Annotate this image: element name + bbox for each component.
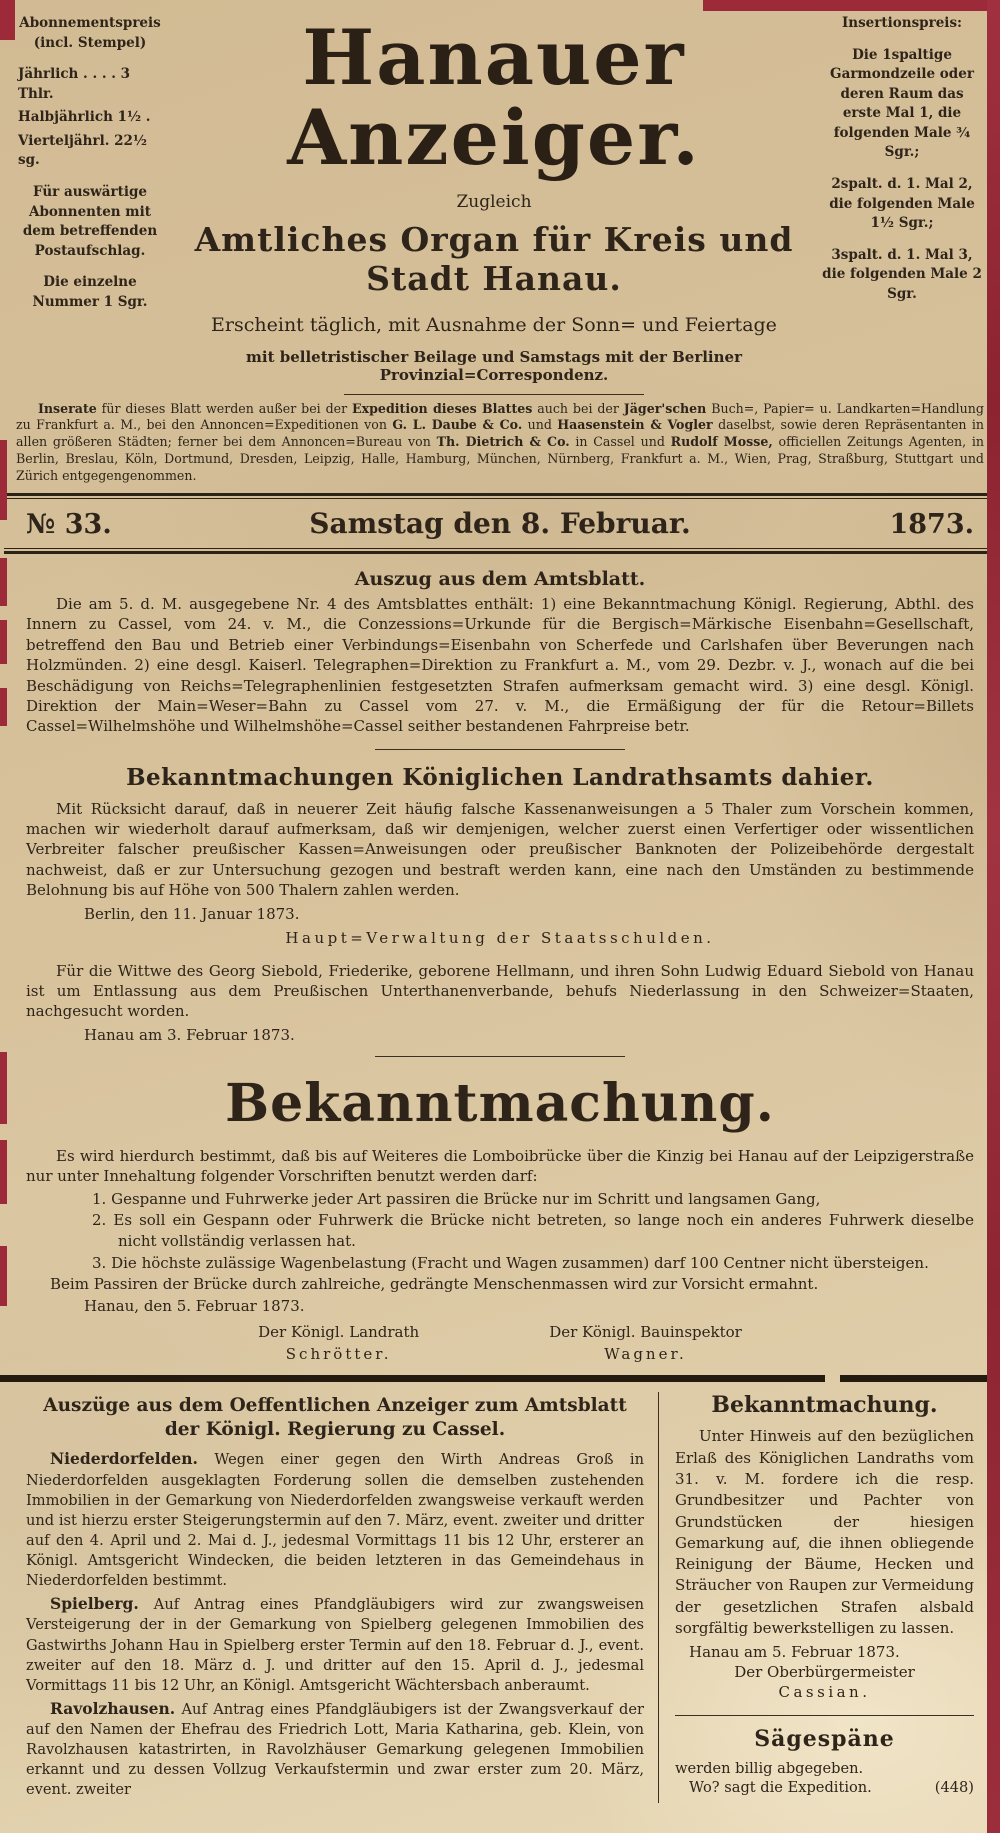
price-yearly: Jährlich . . . . 3 Thlr. [18, 66, 131, 102]
insertion-price-box [822, 14, 982, 395]
signature-title: Der Oberbürgermeister [734, 1663, 915, 1682]
column-heading [26, 1394, 644, 1442]
ad-text-line: werden billig abgegeben. [675, 1760, 864, 1778]
rules-list [92, 1189, 974, 1274]
masthead-center [166, 14, 822, 395]
supplement-note: mit belletristischer Beilage und Samstags mit der Berliner Provinzial=Correspondenz. [246, 347, 742, 384]
issue-date: Samstag den 8. Februar. [309, 506, 691, 540]
list-item-text: Es soll ein Gespann oder Fuhrwerk die Brücke nicht betreten, so lange noch ein anderes Fuhrwerk dieselbe nicht vollständig verlassen hat. [113, 1211, 974, 1250]
place-date-line: Hanau am 3. Februar 1873. [84, 1025, 295, 1044]
red-edge-dash [0, 620, 7, 664]
red-edge-dash [0, 1140, 7, 1204]
signature-title: Der Königl. Bauinspektor [549, 1323, 742, 1342]
lower-columns [0, 1382, 1000, 1832]
section-divider [375, 1056, 625, 1057]
inserate-text: für dieses Blatt werden außer bei der [96, 400, 353, 416]
list-item-number: 3. [92, 1253, 107, 1272]
list-item-text: Gespanne und Fuhrwerke jeder Art passiren die Brücke nur im Schritt und langsamen Gang, [111, 1189, 821, 1208]
section-paragraph: Die am 5. d. M. ausgegebene Nr. 4 des Amtsblattes enthält: 1) eine Bekanntmachung Königl. Regierung, Abthl. des Innern zu Cassel, vom 24. v. M., die Conzessions=Urkunde für die Bergisch=Märkische Eisenbahn=Gesellschaft, betreffend den Bau und Betrieb einer Verbindungs=Eisenbahn von Scherfede und Carlshafen über Beverungen nach Holzmünden. 2) eine desgl. Kaiserl. Telegraphen=Direktion zu Frankfurt a. M., vom 29. Dezbr. v. J., wonach auf die bei Beschädigung von Reichs=Telegraphenlinien festgesetzten Strafen aufmerksam gemacht wird. 3) eine desgl. Königl. Direktion der Main=Weser=Bahn zu Cassel vom 27. v. M., die Ermäßigung der für die Retour=Billets Cassel=Wilhelmshöhe und Wilhelmshöhe=Cassel seither bestandenen Fahrpreise betr. [26, 594, 974, 736]
list-item-text: Die höchste zulässige Wagenbelastung (Fracht und Wagen zusammen) darf 100 Centner nicht übersteigen. [111, 1253, 929, 1272]
inserate-bold: Th. Dietrich & Co. [436, 434, 570, 450]
inserate-bold: Haasenstein & Vogler [557, 417, 713, 433]
page-body [0, 554, 1000, 1363]
insertion-rate-3col: 3spalt. d. 1. Mal 3, die folgenden Male 2 Sgr. [822, 246, 982, 302]
masthead [0, 0, 1000, 395]
list-item-number: 1. [92, 1189, 107, 1208]
signature-left [258, 1323, 419, 1363]
list-item [92, 1210, 974, 1251]
price-quarterly: Vierteljährl. 22½ sg. [18, 132, 147, 169]
inserate-text: in Cassel und [569, 434, 671, 450]
red-edge-mark-top [703, 0, 987, 11]
signatures [26, 1323, 974, 1363]
insertion-rate-2col: 2spalt. d. 1. Mal 2, die folgenden Male 1½ Sgr.; [829, 175, 975, 232]
inserate-text: auch bei der [532, 400, 624, 416]
issue-year: 1873. [889, 508, 974, 540]
paragraph-text: Auf Antrag eines Pfandgläubigers ist der Zwangsverkauf der auf den Namen der Ehefrau des Friedrich Lott, Maria Katharina, geb. Klein, von Ravolzhausen katastrirten, in Ravolzhäuser Gemarkung gelegenen Immobilien erkannt und zu dessen Vollzug Verkaufstermin und zwar erster zum 20. März, event. zweiter [26, 1700, 644, 1799]
subscription-sub: (incl. Stempel) [33, 34, 147, 51]
list-item [92, 1189, 974, 1210]
announcement-heading: Bekanntmachung. [711, 1392, 938, 1419]
insertion-heading: Insertionspreis: [841, 15, 963, 31]
section-paragraph: Es wird hierdurch bestimmt, daß bis auf Weiteres die Lomboibrücke über die Kinzig bei Hanau auf der Leipzigerstraße nur unter Innehaltung folgender Vorschriften benutzt werden darf: [26, 1146, 974, 1186]
section-bruecke [26, 1073, 974, 1364]
column-paragraph [26, 1593, 644, 1696]
ad-divider [675, 1715, 974, 1716]
insertion-rate-1col: Die 1spaltige Garmondzeile oder deren Raum das erste Mal 1, die folgenden Male ¾ Sgr.; [830, 46, 974, 161]
publication-schedule: Erscheint täglich, mit Ausnahme der Sonn= und Feiertage [211, 313, 777, 336]
subscription-heading: Abonnementspreis [19, 15, 161, 31]
section-heading: Auszug aus dem Amtsblatt. [354, 567, 646, 590]
inserate-bold: Jäger'schen [623, 400, 707, 416]
inserate-text: und [522, 417, 558, 433]
red-edge-dash [0, 1052, 7, 1124]
paragraph-lead: Spielberg. [50, 1594, 139, 1614]
subscription-price-box [14, 14, 166, 395]
red-corner-mark-top-left [0, 0, 15, 40]
section-divider [375, 749, 625, 750]
caution-note: Beim Passiren der Brücke durch zahlreiche, gedrängte Menschenmassen wird zur Vorsicht ermahnt. [50, 1275, 819, 1294]
signature-title: Der Königl. Landrath [258, 1323, 420, 1342]
red-edge-dash [0, 558, 7, 606]
column-heading-line1: Auszüge aus dem Oeffentlichen Anzeiger zum Amtsblatt [43, 1395, 627, 1417]
inserate-notice [0, 395, 1000, 493]
section-heading: Bekanntmachungen Königlichen Landrathsamts dahier. [126, 763, 874, 791]
section-paragraph: Mit Rücksicht darauf, daß in neuerer Zeit häufig falsche Kassenanweisungen a 5 Thaler zum Vorschein kommen, machen wir wiederholt darauf aufmerksam, daß wir demjenigen, welcher zuerst einen Verfertiger oder wissentlichen Verbreiter falscher preußischer Kassen=Anweisungen oder preußischer Banknoten der Polizeibehörde dergestalt nachweist, daß er zur Untersuchung gezogen und bestraft werden kann, eine nach den Umständen zu bestimmende Belohnung bis auf Höhe von 500 Thalern zahlen werden. [26, 799, 974, 900]
inserate-bold: Rudolf Mosse, [670, 434, 773, 450]
big-headline: Bekanntmachung. [225, 1072, 775, 1134]
column-right [659, 1392, 974, 1802]
column-heading-line2: der Königl. Regierung zu Cassel. [164, 1419, 506, 1441]
subtitle-zugleich: Zugleich [456, 191, 532, 212]
red-edge-dash [0, 688, 7, 726]
section-paragraph: Für die Wittwe des Georg Siebold, Friederike, geborene Hellmann, und ihren Sohn Ludwig Eduard Siebold von Hanau ist um Entlassung aus dem Preußischen Unterthanenverbande, behufs Niederlassung in den Schweizer=Staaten, nachgesucht worden. [26, 961, 974, 1021]
signature-name: Cassian. [778, 1683, 871, 1702]
paragraph-text: Wegen einer gegen den Wirth Andreas Groß in Niederdorfelden ausgeklagten Forderung sollen die demselben zustehenden Immobilien in der Gemarkung von Niederdorfelden zwangsweise verkauft werden und ist hierzu erster Steigerungstermin auf den 7. März, event. zweiter und dritter auf den 4. April und 2. Mai d. J., jedesmal Vormittags 11 bis 12 Uhr, ersterer an Königl. Amtsgericht Windecken, die beiden letzteren in das Gemeindehaus in Niederdorfelden bestimmt. [26, 1451, 644, 1590]
section-amtsblatt [26, 568, 974, 737]
inserate-bold: Expedition dieses Blattes [352, 400, 533, 416]
red-edge-mark-right [987, 0, 1000, 1833]
paragraph-text: Auf Antrag eines Pfandgläubigers wird zur zwangsweisen Versteigerung der in der Gemarkung von Spielberg gelegenen Immobilien des Gastwirths Johann Hau in Spielberg erster Termin auf den 18. Februar d. J., event. zweiter auf den 18. März d. J. und dritter auf den 15. April d. J., jedesmal Vormittags 11 bis 12 Uhr, an Königl. Amtsgericht Wächtersbach anberaumt. [26, 1596, 644, 1694]
inserate-text: Buch=, Papier= u. Landkarten=Handlung zu Frankfurt a. M., bei den Annoncen=Expeditionen von [16, 400, 984, 433]
place-date-line: Hanau, den 5. Februar 1873. [84, 1297, 305, 1316]
newspaper-title: Hanauer Anzeiger. [287, 13, 701, 182]
ad-text-line: Wo? sagt die Expedition. [689, 1779, 872, 1797]
subscription-note-foreign: Für auswärtige Abonnenten mit dem betreffenden Postaufschlag. [22, 183, 158, 259]
paragraph-lead: Niederdorfelden. [50, 1449, 198, 1469]
subtitle-organ: Amtliches Organ für Kreis und Stadt Hanau. [194, 219, 794, 298]
place-date-line: Hanau am 5. Februar 1873. [689, 1643, 900, 1662]
column-paragraph [26, 1698, 644, 1801]
red-edge-dash [0, 440, 7, 520]
inserate-lead: Inserate [38, 400, 97, 416]
signature-name: Wagner. [604, 1345, 687, 1364]
dateline [0, 499, 1000, 546]
masthead-rule [344, 394, 644, 395]
signature-name: Schrötter. [285, 1345, 392, 1364]
column-paragraph [26, 1448, 644, 1591]
inserate-bold: G. L. Daube & Co. [392, 417, 523, 433]
issue-number: № 33. [26, 508, 112, 540]
column-left [26, 1392, 658, 1802]
list-item-number: 2. [92, 1211, 107, 1230]
ad-reference-number: (448) [934, 1779, 974, 1797]
inserate-text: officiellen Zeitungs Agenten, in Berlin, Breslau, Köln, Dortmund, Dresden, Leipzig, Halle, Hamburg, München, Nürnberg, Frankfurt a. M., Wien, Prag, Straßburg, Stuttgart und Zürich entgegengenommen. [16, 434, 984, 484]
section-landrathsamt [26, 764, 974, 947]
red-edge-dash [0, 1246, 7, 1306]
ad-last-line [675, 1779, 974, 1796]
announcement-body: Unter Hinweis auf den bezüglichen Erlaß des Königlichen Landraths vom 31. v. M. fordere ich die resp. Grundbesitzer und Pachter von Grundstücken der hiesigen Gemarkung auf, die ihnen obliegende Reinigung der Bäume, Hecken und Sträucher von Raupen zur Vermeidung der gesetzlichen Strafen alsbald sorgfältig bewerkstelligen zu lassen. [675, 1427, 974, 1638]
section-siebold [26, 961, 974, 1044]
inserate-text: daselbst, sowie deren Repräsentanten in allen größeren Städten; ferner bei dem Annoncen=Bureau von [16, 417, 985, 450]
heavy-section-bar [0, 1375, 1000, 1382]
single-issue-price: Die einzelne Nummer 1 Sgr. [32, 274, 148, 310]
ad-title: Sägespäne [754, 1726, 895, 1753]
paragraph-lead: Ravolzhausen. [50, 1698, 176, 1718]
price-halfyearly: Halbjährlich 1½ . [18, 109, 151, 126]
signature-line: Haupt=Verwaltung der Staatsschulden. [285, 928, 715, 947]
place-date-line: Berlin, den 11. Januar 1873. [84, 904, 300, 923]
signature-right [549, 1323, 742, 1363]
list-item [92, 1253, 974, 1274]
